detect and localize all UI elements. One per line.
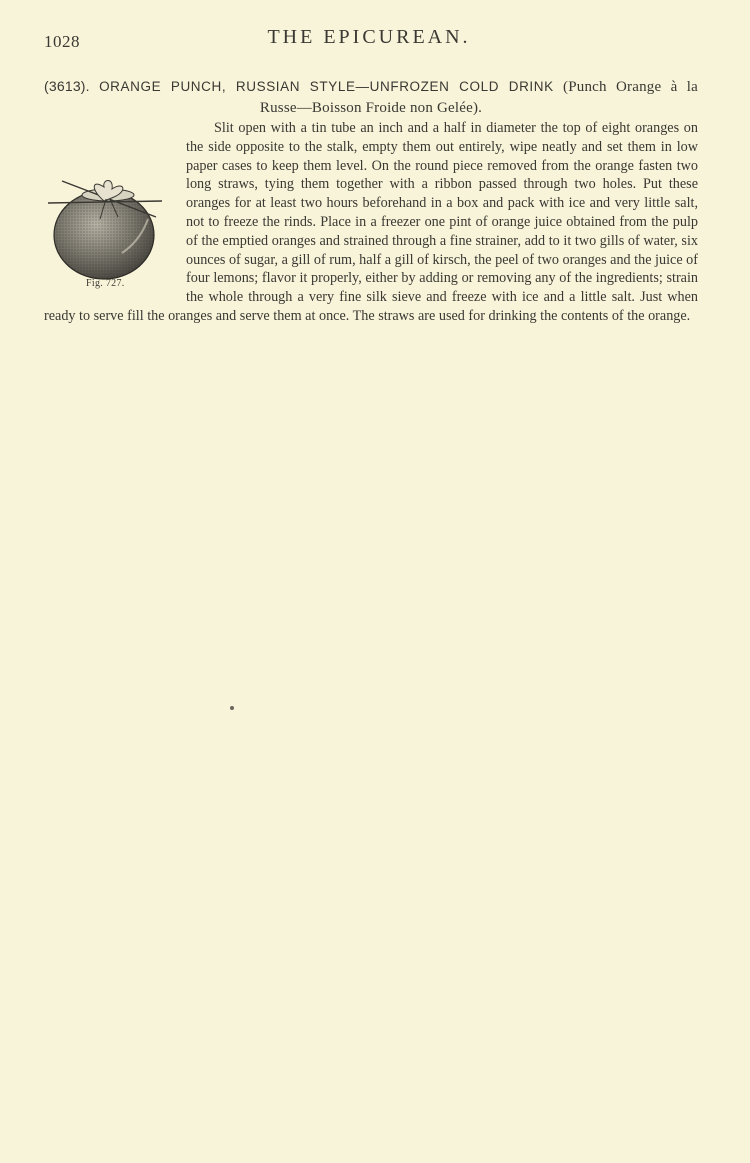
recipe-title-french-part-2: Russe—Boisson Froide non Gelée).: [259, 100, 483, 116]
running-title: THE EPICUREAN.: [267, 26, 471, 48]
running-head: [44, 26, 694, 50]
page-number: 1028: [44, 32, 80, 51]
recipe-heading: [44, 76, 698, 119]
orange-with-straws-icon: [44, 123, 176, 283]
figure-caption: Fig. 727.: [86, 278, 125, 289]
paper-speck: [230, 706, 234, 710]
recipe-heading-line-1: [44, 76, 698, 98]
recipe-title-french-part-1: (Punch Orange à la: [563, 79, 699, 95]
figure-727: [44, 123, 176, 298]
recipe-body: [44, 119, 698, 326]
recipe-title: ORANGE PUNCH, RUSSIAN STYLE—UNFROZEN COLD DRINK: [99, 79, 554, 94]
recipe-paragraph: Slit open with a tin tube an inch and a half in diameter the top of eight oranges on the side opposite to the stalk, empty them out entirely, wipe neatly and set them in low paper cases to keep them level. On the round piece removed from the orange fasten two long straws, tying them together with a ribbon passed through two holes. Put these oranges for at least two hours beforehand in a box and pack with ice and very little salt, not to freeze the rinds. Place in a freezer one pint of orange juice obtained from the pulp of the emptied oranges and strained through a fine strainer, add to it two gills of water, six ounces of sugar, a gill of rum, half a gill of kirsch, the peel of two oranges and the juice of four lemons; flavor it properly, either by adding or removing any of the ingredients; strain the whole through a very fine silk sieve and freeze with ice and a little salt. Just when ready to serve fill the oranges and serve them at once. The straws are used for drinking the contents of the orange.: [44, 120, 698, 324]
recipe-number: (3613).: [44, 78, 90, 94]
